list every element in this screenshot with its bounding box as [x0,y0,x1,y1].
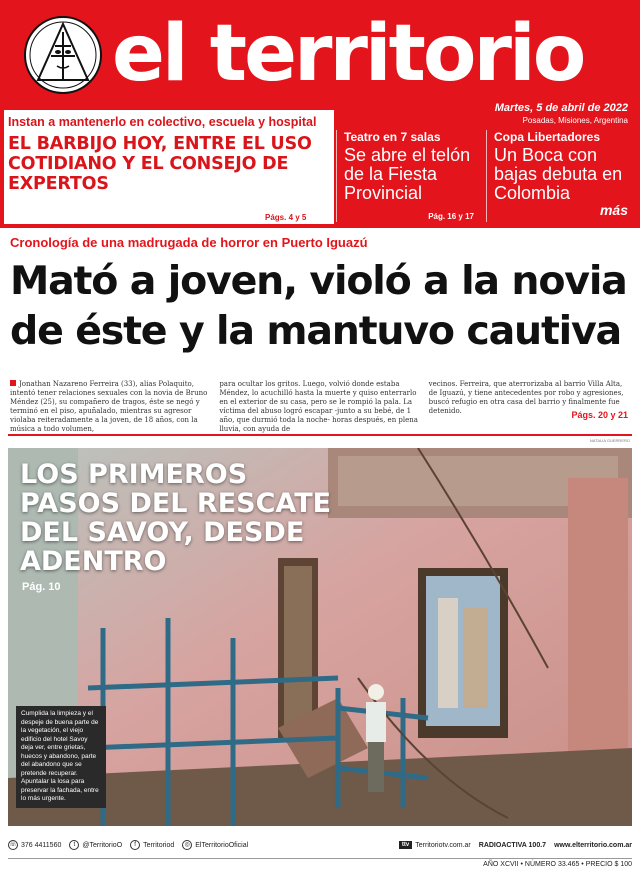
main-body [10,380,630,433]
footer [0,830,640,860]
photo-headline[interactable]: LOS PRIMEROS PASOS DEL RESCATE DEL SAVOY, DESDE ADENTRO [20,459,332,577]
lead-pages: Págs. 4 y 5 [265,213,307,222]
photo-page: Pág. 10 [22,581,61,593]
whatsapp-number: 376 4411560 [21,841,62,849]
body-text: Jonathan Nazareno Ferreira (33), alias Polaquito, intentó tener relaciones sexuales con la novia de Bruno Méndez (25), su compañero de tragos, éste se negó y terminó en el piso, apuñalado, mientras su agresor violaba reiteradamente a la joven, de 18 años, con la música a todo volumen, [10,380,208,433]
column-divider [486,130,487,222]
teaser-football[interactable] [488,126,636,224]
section-rule [8,434,632,436]
footer-links [8,840,632,850]
instagram-link[interactable] [182,840,248,850]
website-link[interactable]: www.elterritorio.com.ar [554,841,632,849]
facebook-link[interactable] [130,840,174,850]
main-headline[interactable]: Mató a joven, violó a la novia de éste y la mantuvo cautiva [10,258,627,354]
facebook-handle: Territoriod [143,841,175,849]
body-column [10,380,211,433]
whatsapp-link[interactable] [8,840,61,850]
lead-kicker: Instan a mantenerlo en colectivo, escuela y hospital [8,115,317,129]
whatsapp-icon: ☏ [9,842,17,848]
teaser-theatre[interactable] [338,126,484,224]
column-divider [336,130,337,222]
body-column: vecinos. Ferreira, que aterrorizaba al barrio Villa Alta, de Iguazú, y tiene antecedentes por robo y agresiones, buscó refugio en otra casa del barrio y finalmente fue detenido. [428,380,624,415]
main-kicker: Cronología de una madrugada de horror en Puerto Iguazú [10,235,368,250]
bullet-icon [10,380,16,386]
teaser-kicker: Copa Libertadores [494,130,601,144]
twitter-handle: @TerritorioO [82,841,123,849]
issue-date: Martes, 5 de abril de 2022 [494,102,628,114]
issue-number-price: AÑO XCVII • NÚMERO 33.465 • PRECIO $ 100 [483,861,632,868]
lead-headline[interactable]: EL BARBIJO HOY, ENTRE EL USO COTIDIANO Y EL CONSEJO DE EXPERTOS [8,134,312,194]
teaser-kicker: Teatro en 7 salas [344,130,441,144]
main-pages: Págs. 20 y 21 [571,410,628,420]
photo-caption: Cumplida la limpieza y el despeje de buena parte de la vegetación, el viejo edificio del hotel Savoy deja ver, entre grietas, huecos y abandono, parte del abandono que se pretende recuperar. Apuntalar la losa para preservar la fachada, entre lo más urgente. [16,706,106,808]
teaser-pages: Pág. 16 y 17 [428,212,474,221]
twitter-icon: t [69,840,79,850]
newspaper-title[interactable]: el territorio [112,9,584,99]
instagram-handle: ElTerritorioOficial [195,841,249,849]
tv-badge-icon: ttv [399,841,412,849]
savoy-photo[interactable] [8,448,632,826]
twitter-link[interactable] [69,840,122,850]
radio-link[interactable]: RADIOACTIVA 100.7 [478,841,547,849]
sports-section-logo: más [599,202,628,218]
teaser-headline: Un Boca con bajas debuta en Colombia [494,145,623,203]
body-column: para ocultar los gritos. Luego, volvió donde estaba Méndez, lo acuchilló hasta la muerte y quiso enterrarlo en el exterior de su casa, pero se le rompió la pala. La víctima del abuso logró escapar -junto a su bebé, de 1 año, que durmió toda la noche- horas después, en plena lluvia, con ayuda de [219,380,418,433]
tv-link[interactable] [399,841,471,849]
issue-place: Posadas, Misiones, Argentina [522,116,628,125]
photo-credit: NATALIA GUERRERO [589,438,630,443]
footer-rule [8,858,632,859]
teaser-headline: Se abre el telón de la Fiesta Provincial [344,145,471,203]
newspaper-logo[interactable] [22,12,104,98]
instagram-icon: ◎ [182,840,192,850]
facebook-icon: f [130,840,140,850]
tv-site: Territoriotv.com.ar [415,841,471,849]
